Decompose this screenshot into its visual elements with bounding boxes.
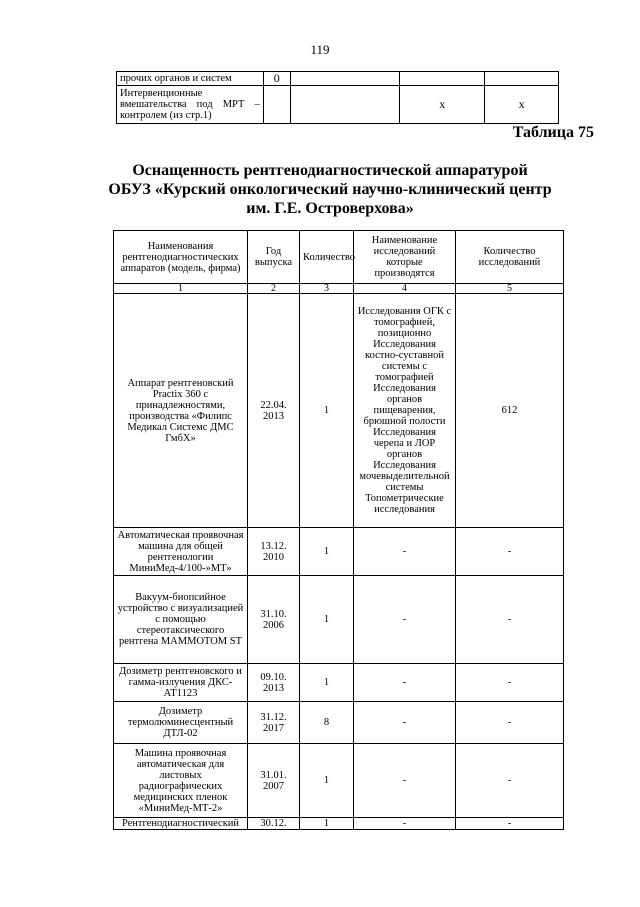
device-studies: - (354, 818, 456, 830)
device-qty: 1 (300, 664, 354, 702)
table-cell: 0 (263, 72, 290, 86)
header-qty: Количество (300, 231, 354, 284)
table-row (117, 86, 559, 124)
device-count: - (456, 576, 564, 664)
table-cell (290, 86, 400, 124)
header-name: Наименования рентгенодиагностических аппаратов (модель, фирма) (114, 231, 248, 284)
device-year: 09.10. 2013 (248, 664, 300, 702)
col-number: 1 (114, 284, 248, 294)
col-number: 5 (456, 284, 564, 294)
table-row (114, 818, 564, 830)
device-qty: 8 (300, 702, 354, 744)
device-name: Вакуум-биопсийное устройство с визуализацией с помощью стереотаксического рентгена MAMMOTOM ST (114, 576, 248, 664)
row-label: прочих органов и систем (117, 72, 264, 86)
column-number-row (114, 284, 564, 294)
device-count: - (456, 528, 564, 576)
device-studies: - (354, 664, 456, 702)
table-row (114, 702, 564, 744)
row-label: Интервенционные вмешательства под МРТ – контролем (из стр.1) (117, 86, 264, 124)
device-count: - (456, 702, 564, 744)
device-qty: 1 (300, 528, 354, 576)
device-studies: - (354, 528, 456, 576)
device-year: 31.10. 2006 (248, 576, 300, 664)
table-cell: х (485, 86, 559, 124)
device-name: Дозиметр рентгеновского и гамма-излучения ДКС-АТ1123 (114, 664, 248, 702)
col-number: 4 (354, 284, 456, 294)
device-studies: - (354, 744, 456, 818)
header-studies-count: Количество исследований (456, 231, 564, 284)
table-cell (290, 72, 400, 86)
table-cell (485, 72, 559, 86)
col-number: 3 (300, 284, 354, 294)
continued-table (116, 71, 559, 124)
title-line-2: ОБУЗ «Курский онкологический научно-клинический центр (108, 181, 552, 198)
device-qty: 1 (300, 294, 354, 528)
table-title (100, 161, 560, 218)
table-row (114, 528, 564, 576)
title-line-3: им. Г.Е. Островерхова» (246, 200, 414, 217)
device-count: - (456, 818, 564, 830)
device-name: Рентгенодиагностический (114, 818, 248, 830)
table-row (114, 576, 564, 664)
device-name: Дозиметр термолюминесцентный ДТЛ-02 (114, 702, 248, 744)
device-year: 13.12. 2010 (248, 528, 300, 576)
device-count: 612 (456, 294, 564, 528)
header-studies-name: Наименование исследований которые производятся (354, 231, 456, 284)
table-row (114, 294, 564, 528)
table-row (114, 664, 564, 702)
device-studies: - (354, 576, 456, 664)
table-row (114, 744, 564, 818)
equipment-table (113, 230, 564, 830)
device-year: 31.01. 2007 (248, 744, 300, 818)
device-name: Аппарат рентгеновский Practix 360 с принадлежностями, производства «Филипс Медикал Системс ДМС ГмбХ» (114, 294, 248, 528)
header-year: Год выпуска (248, 231, 300, 284)
table-cell (263, 86, 290, 124)
title-line-1: Оснащенность рентгенодиагностической аппаратурой (132, 162, 528, 179)
table-cell: х (400, 86, 485, 124)
device-count: - (456, 744, 564, 818)
device-year: 31.12. 2017 (248, 702, 300, 744)
page-number: 119 (310, 42, 330, 57)
device-studies: Исследования ОГК с томографией, позиционно Исследования костно-суставной системы с томографией Исследования органов пищеварения, брюшной полости Исследования черепа и ЛОР органов Исследования мочевыделительной системы Топометрические исследования (354, 294, 456, 528)
header-row (114, 231, 564, 284)
device-qty: 1 (300, 818, 354, 830)
device-year: 22.04. 2013 (248, 294, 300, 528)
device-name: Автоматическая проявочная машина для общей рентгенологии МиниМед-4/100-»МТ» (114, 528, 248, 576)
device-year: 30.12. (248, 818, 300, 830)
device-count: - (456, 664, 564, 702)
table-number: Таблица 75 (512, 124, 594, 141)
table-row (117, 72, 559, 86)
device-qty: 1 (300, 576, 354, 664)
device-qty: 1 (300, 744, 354, 818)
device-studies: - (354, 702, 456, 744)
device-name: Машина проявочная автоматическая для листовых радиографических медицинских пленок «МиниМед-МТ-2» (114, 744, 248, 818)
col-number: 2 (248, 284, 300, 294)
table-cell (400, 72, 485, 86)
